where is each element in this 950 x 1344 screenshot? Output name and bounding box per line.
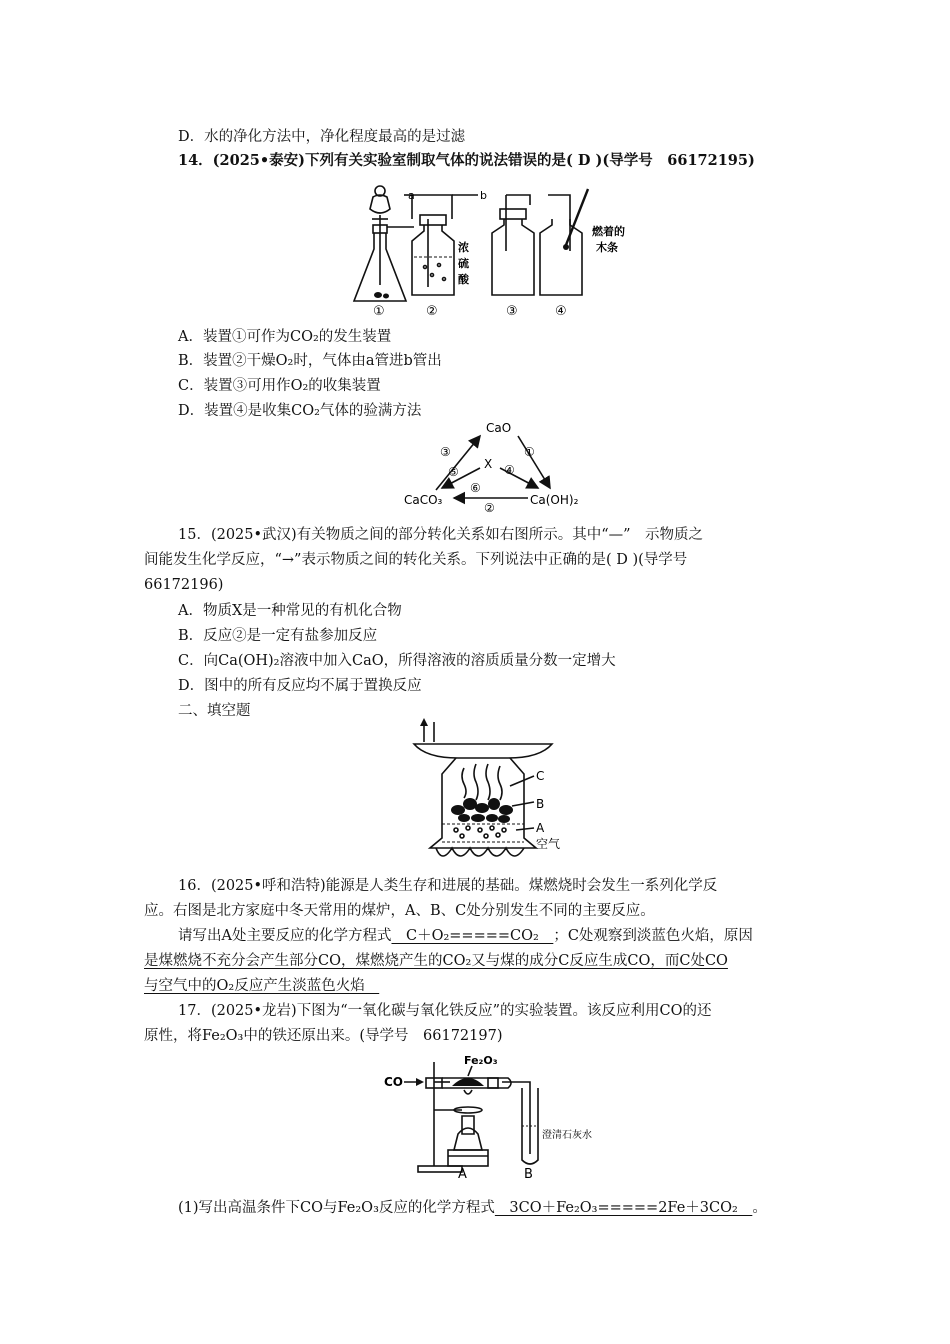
- stove-label-c: C: [536, 769, 545, 783]
- arrow-num-5: ⑤: [448, 465, 459, 479]
- label-1: ①: [373, 304, 385, 319]
- arrow-num-2: ②: [484, 501, 495, 515]
- acid-label-1: 浓: [458, 241, 469, 254]
- label-4: ④: [555, 304, 567, 319]
- option-c-q14: C．装置③可用作O₂的收集装置: [178, 378, 381, 394]
- arrow-num-1: ①: [524, 445, 535, 459]
- fe2o3-label: Fe₂O₃: [464, 1054, 498, 1067]
- stick-label-2: 木条: [596, 241, 618, 254]
- apparatus-label-a: A: [458, 1167, 467, 1182]
- question-17-line2: 原性，将Fe₂O₃中的铁还原出来。(导学号 66172197): [144, 1028, 503, 1044]
- question-15-line3: 66172196): [144, 577, 224, 593]
- question-16-line1: 16．(2025•呼和浩特)能源是人类生存和进展的基础。煤燃烧时会发生一系列化学反: [178, 878, 718, 894]
- q17-end: 。: [752, 1200, 767, 1216]
- label-3: ③: [506, 304, 518, 319]
- node-cao: CaO: [486, 421, 512, 435]
- q17-answer-equation: 3CO＋Fe₂O₃=====2Fe＋3CO₂: [494, 1200, 753, 1216]
- arrow-num-3: ③: [440, 445, 451, 459]
- apparatus-label-b: B: [524, 1167, 533, 1182]
- wash-bottle-2: [404, 189, 487, 319]
- acid-label-2: 硫: [458, 257, 469, 270]
- arrow-num-4: ④: [504, 463, 515, 477]
- gas-bottle-3: [492, 195, 534, 319]
- section-heading: 二、填空题: [178, 703, 251, 719]
- q16-answer-line1: 是煤燃烧不充分会产生部分CO，煤燃烧产生的CO₂又与煤的成分C反应生成CO，而C处CO: [144, 953, 728, 969]
- tube-a-label: a: [408, 189, 415, 202]
- question-15-line2: 间能发生化学反应，“→”表示物质之间的转化关系。下列说法中正确的是( D )(导学号: [144, 552, 688, 568]
- option-a-q14: A．装置①可作为CO₂的发生装置: [178, 329, 392, 345]
- gas-bottle-4: [540, 189, 625, 319]
- option-c-q15: C．向Ca(OH)₂溶液中加入CaO，所得溶液的溶质质量分数一定增大: [178, 653, 616, 669]
- question-15-line1: 15．(2025•武汉)有关物质之间的部分转化关系如右图所示。其中“—” 示物质之: [178, 527, 704, 543]
- option-b-q15: B．反应②是一定有盐参加反应: [178, 628, 378, 644]
- limewater-label: 澄清石灰水: [542, 1130, 592, 1141]
- flask-apparatus-1: [354, 186, 414, 319]
- stick-label-1: 燃着的: [592, 225, 625, 238]
- node-caoh2: Ca(OH)₂: [530, 493, 579, 507]
- q16-answer-equation: C＋O₂=====CO₂: [391, 928, 554, 944]
- q17-prompt: (1)写出高温条件下CO与Fe₂O₃反应的化学方程式: [178, 1200, 495, 1216]
- q16-prompt: 请写出A处主要反应的化学方程式: [178, 928, 392, 944]
- co-reduction-figure: [382, 1050, 622, 1180]
- question-17-sub1: [178, 1198, 767, 1218]
- option-d-q15: D．图中的所有反应均不属于置换反应: [178, 678, 422, 694]
- question-16-line3: [178, 926, 753, 946]
- node-x: X: [484, 457, 493, 471]
- option-b-q14: B．装置②干燥O₂时，气体由a管进b管出: [178, 353, 442, 369]
- stove-label-air: 空气: [536, 837, 561, 851]
- option-d-q14: D．装置④是收集CO₂气体的验满方法: [178, 403, 422, 419]
- conversion-diagram-q15: [400, 418, 600, 515]
- q16-answer-line2: 与空气中的O₂反应产生淡蓝色火焰: [144, 978, 380, 994]
- co-label: CO: [384, 1075, 404, 1089]
- acid-label-3: 酸: [458, 273, 469, 286]
- node-caco3: CaCO₃: [404, 493, 443, 507]
- option-d-q13: D．水的净化方法中，净化程度最高的是过滤: [178, 129, 466, 145]
- arrow-num-6: ⑥: [470, 481, 481, 495]
- apparatus-figure-q14: [340, 185, 680, 319]
- question-14: 14．(2025•泰安)下列有关实验室制取气体的说法错误的是( D )(导学号 66172195): [178, 152, 755, 169]
- tube-b-label: b: [480, 189, 487, 202]
- q16-prompt-2: ；C处观察到淡蓝色火焰，原因: [553, 928, 753, 944]
- option-a-q15: A．物质X是一种常见的有机化合物: [178, 603, 402, 619]
- question-17-line1: 17．(2025•龙岩)下图为“一氧化碳与氧化铁反应”的实验装置。该反应利用CO的还: [178, 1003, 712, 1019]
- label-2: ②: [426, 304, 438, 319]
- question-16-line2: 应。右图是北方家庭中冬天常用的煤炉，A、B、C处分别发生不同的主要反应。: [144, 903, 655, 919]
- stove-label-b: B: [536, 797, 545, 811]
- stove-label-a: A: [536, 821, 545, 835]
- coal-stove-figure: [412, 718, 582, 868]
